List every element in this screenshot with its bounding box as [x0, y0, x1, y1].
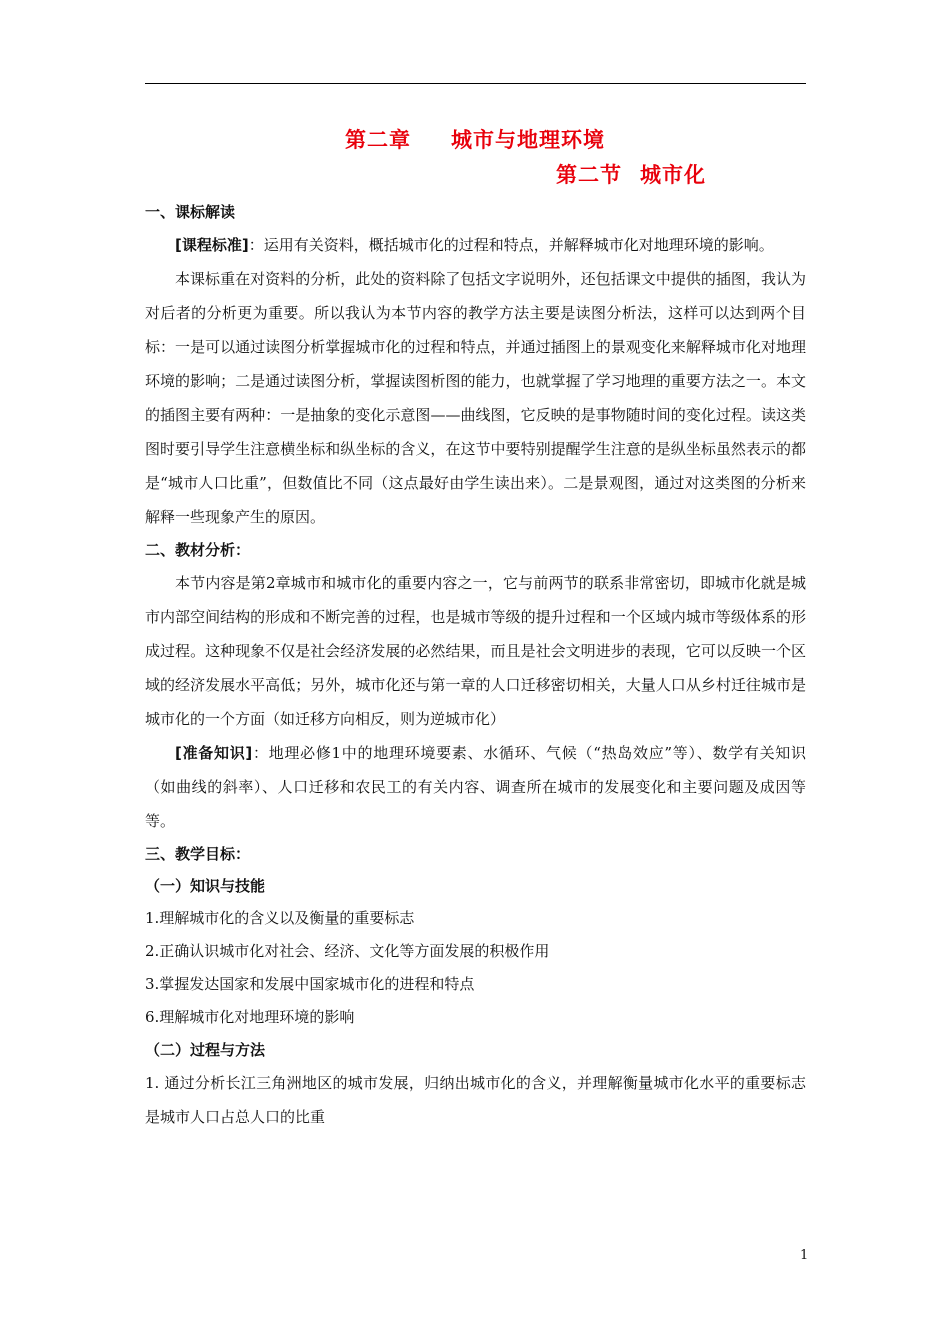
section-name: 城市化	[640, 163, 706, 187]
chapter-title	[0, 124, 950, 154]
list-item: 3.掌握发达国家和发展中国家城市化的进程和特点	[145, 975, 475, 993]
header-rule	[145, 83, 806, 84]
heading-material-analysis: 二、教材分析：	[145, 541, 251, 559]
list-item: 2.正确认识城市化对社会、经济、文化等方面发展的积极作用	[145, 942, 550, 960]
paragraph-curriculum-analysis: 本课标重在对资料的分析，此处的资料除了包括文字说明外，还包括课文中提供的插图，我认为对后者的分析更为重要。所以我认为本节内容的教学方法主要是读图分析法，这样可以达到两个目标：一是可以通过读图分析掌握城市化的过程和特点，并通过插图上的景观变化来解释城市化对地理环境的影响；二是通过读图分析，掌握读图析图的能力，也就掌握了学习地理的重要方法之一。本文的插图主要有两种：一是抽象的变化示意图——曲线图，它反映的是事物随时间的变化过程。读这类图时要引导学生注意横坐标和纵坐标的含义，在这节中要特别提醒学生注意的是纵坐标虽然表示的都是“城市人口比重”，但数值比不同（这点最好由学生读出来）。二是景观图，通过对这类图的分析来解释一些现象产生的原因。	[145, 270, 806, 526]
chapter-number: 第二章	[345, 128, 411, 152]
subheading-process-method: （二）过程与方法	[145, 1041, 266, 1059]
list-item: 1. 通过分析长江三角洲地区的城市发展，归纳出城市化的含义，并理解衡量城市化水平的重要标志是城市人口占总人口的比重	[145, 1074, 806, 1126]
paragraph-prep-knowledge	[145, 736, 806, 838]
paragraph-curriculum-standard	[145, 228, 806, 262]
page-number: 1	[800, 1248, 809, 1263]
paragraph-material-analysis: 本节内容是第2章城市和城市化的重要内容之一，它与前两节的联系非常密切，即城市化就是城市内部空间结构的形成和不断完善的过程，也是城市等级的提升过程和一个区域内城市等级体系的形成过程。这种现象不仅是社会经济发展的必然结果，而且是社会文明进步的表现，它可以反映一个区域的经济发展水平高低；另外，城市化还与第一章的人口迁移密切相关，大量人口从乡村迁往城市是城市化的一个方面（如迁移方向相反，则为逆城市化）	[145, 574, 806, 728]
chapter-name: 城市与地理环境	[451, 128, 605, 152]
text-prep-knowledge: ：地理必修1中的地理环境要素、水循环、气候（“热岛效应”等）、数学有关知识（如曲线的斜率）、人口迁移和农民工的有关内容、调查所在城市的发展变化和主要问题及成因等等。	[145, 744, 806, 830]
document-body	[145, 196, 806, 1134]
label-curriculum-standard: [课程标准]	[175, 236, 249, 254]
list-item: 6.理解城市化对地理环境的影响	[145, 1008, 355, 1026]
section-title	[556, 159, 706, 189]
label-prep-knowledge: [准备知识]	[175, 744, 253, 762]
list-item: 1.理解城市化的含义以及衡量的重要标志	[145, 909, 415, 927]
section-number: 第二节	[556, 163, 622, 187]
text-curriculum-standard: ：运用有关资料，概括城市化的过程和特点，并解释城市化对地理环境的影响。	[248, 236, 774, 254]
subheading-knowledge-skills: （一）知识与技能	[145, 877, 266, 895]
heading-teaching-goals: 三、教学目标：	[145, 845, 251, 863]
heading-curriculum: 一、课标解读	[145, 203, 236, 221]
